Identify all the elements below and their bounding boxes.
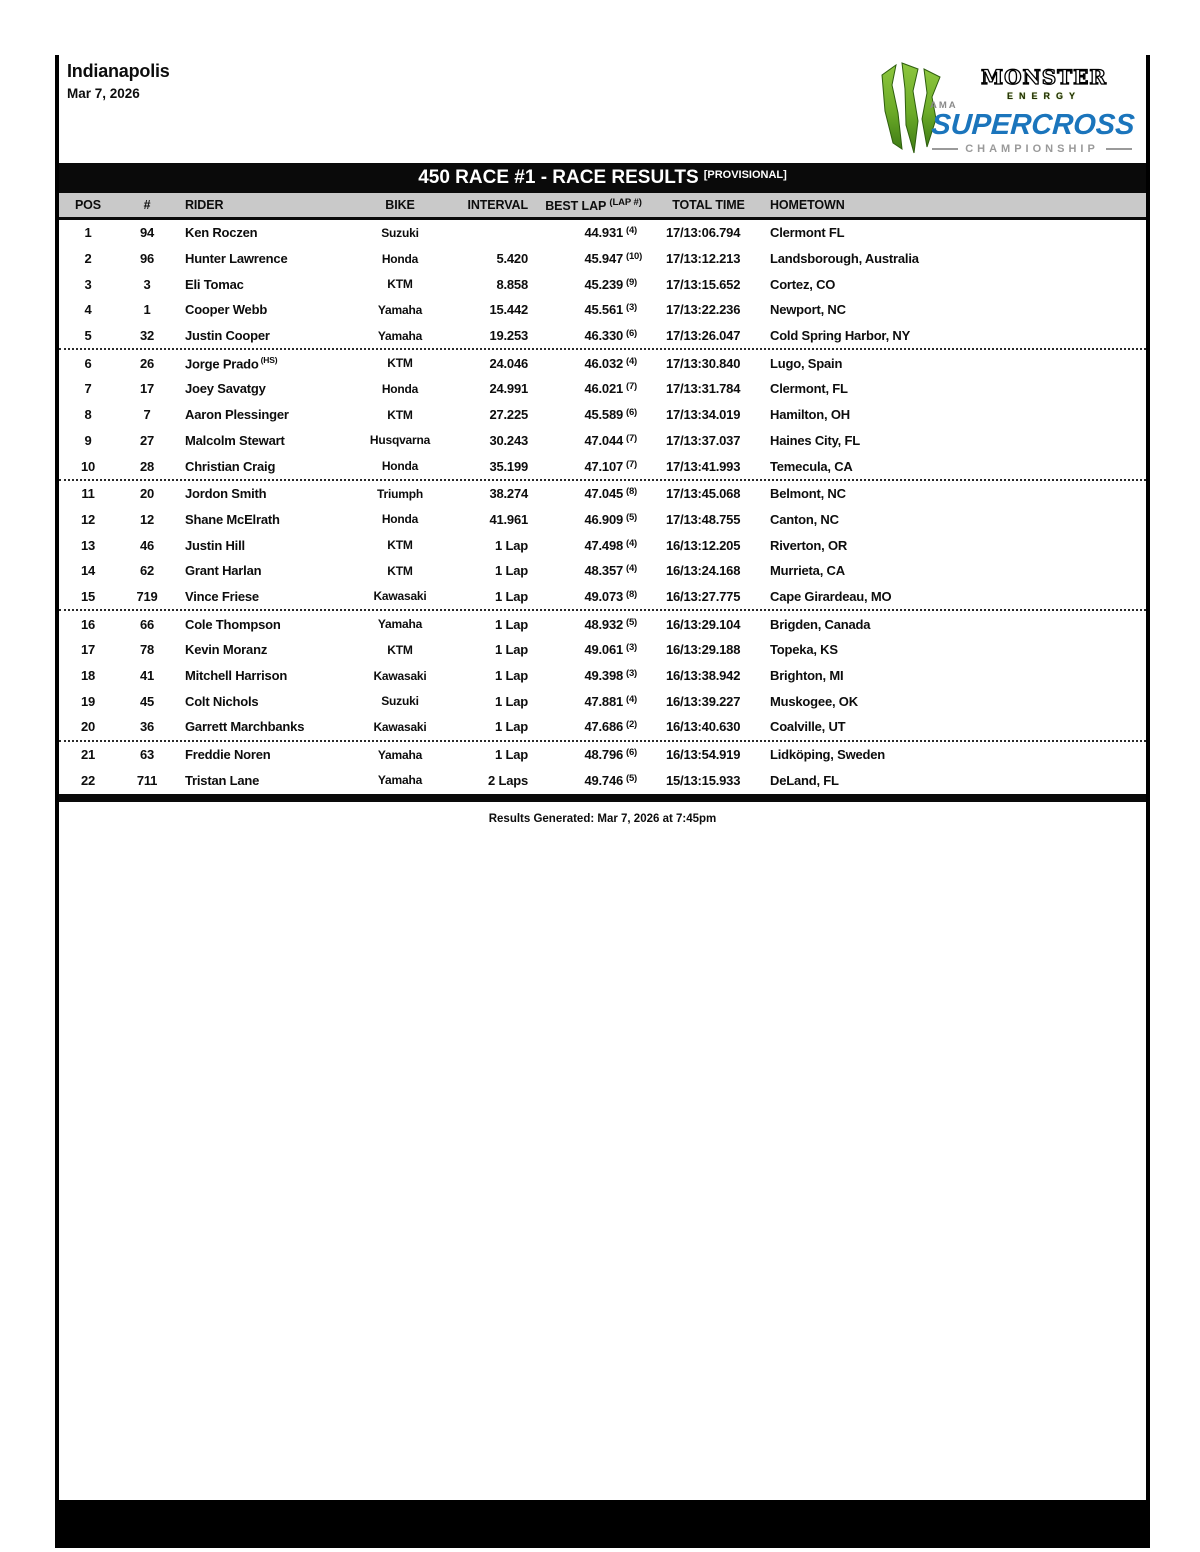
cell-best-lap: 49.061 (3) <box>584 642 638 658</box>
cell-interval: 15.442 <box>489 302 528 318</box>
col-bike: BIKE <box>385 198 415 212</box>
cell-best-lap: 49.398 (3) <box>584 668 638 684</box>
cell-best-lap: 44.931 (4) <box>584 225 638 241</box>
supercross-wordmark: SUPERCROSS <box>930 109 1136 141</box>
result-row <box>59 323 1146 349</box>
cell-number: 41 <box>139 668 155 684</box>
cell-total-time: 17/13:12.213 <box>666 251 741 267</box>
result-row <box>59 742 1146 768</box>
cell-rider: Vince Friese <box>185 588 259 604</box>
cell-rider: Freddie Noren <box>185 747 271 763</box>
cell-rider: Christian Craig <box>185 458 276 474</box>
result-row <box>59 246 1146 272</box>
col-number: # <box>143 198 151 212</box>
cell-hometown: Coalville, UT <box>770 719 846 735</box>
cell-bike: Kawasaki <box>373 668 427 683</box>
cell-total-time: 17/13:34.019 <box>666 407 741 423</box>
cell-pos: 16 <box>80 616 96 632</box>
cell-hometown: Temecula, CA <box>770 458 853 474</box>
cell-bike: Suzuki <box>381 225 419 240</box>
cell-best-lap: 48.357 (4) <box>584 563 638 579</box>
cell-rider: Justin Cooper <box>185 328 270 344</box>
cell-pos: 14 <box>80 563 96 579</box>
result-row <box>59 532 1146 558</box>
cell-rider: Mitchell Harrison <box>185 668 288 684</box>
cell-pos: 7 <box>84 381 92 397</box>
cell-total-time: 17/13:30.840 <box>666 355 741 371</box>
championship-row <box>924 143 1140 155</box>
cell-rider: Justin Hill <box>185 537 245 553</box>
cell-total-time: 16/13:29.104 <box>666 616 741 632</box>
cell-interval: 8.858 <box>496 276 528 292</box>
result-row <box>59 350 1146 376</box>
cell-rider: Aaron Plessinger <box>185 407 289 423</box>
cell-number: 1 <box>143 302 151 318</box>
cell-pos: 5 <box>84 328 92 344</box>
cell-number: 32 <box>139 328 155 344</box>
cell-bike: KTM <box>387 407 413 422</box>
cell-rider: Jorge Prado $^{(HS)}$ <box>185 355 278 372</box>
column-header-row <box>59 193 1146 220</box>
cell-total-time: 16/13:24.168 <box>666 563 741 579</box>
cell-interval: 24.991 <box>489 381 528 397</box>
cell-total-time: 17/13:48.755 <box>666 511 741 527</box>
cell-pos: 17 <box>80 642 96 658</box>
cell-bike: Honda <box>381 381 419 396</box>
event-location: Indianapolis <box>67 61 170 81</box>
cell-best-lap: 45.589 (6) <box>584 407 638 423</box>
result-row <box>59 220 1146 246</box>
results-rows <box>59 220 1146 793</box>
cell-best-lap: 47.107 (7) <box>584 458 638 474</box>
cell-bike: KTM <box>387 563 413 578</box>
cell-hometown: Lidköping, Sweden <box>770 747 886 763</box>
cell-bike: Honda <box>381 251 419 266</box>
cell-number: 7 <box>143 407 151 423</box>
result-row <box>59 584 1146 610</box>
cell-number: 28 <box>139 458 155 474</box>
cell-best-lap: 48.932 (5) <box>584 616 638 632</box>
cell-best-lap: 46.021 (7) <box>584 381 638 397</box>
cell-hometown: Cortez, CO <box>770 276 836 292</box>
cell-hometown: Clermont, FL <box>770 381 848 397</box>
cell-total-time: 15/13:15.933 <box>666 772 741 788</box>
col-interval: INTERVAL <box>467 198 528 212</box>
cell-best-lap: 46.909 (5) <box>584 511 638 527</box>
result-row <box>59 376 1146 402</box>
cell-pos: 1 <box>84 225 92 241</box>
cell-pos: 22 <box>80 772 96 788</box>
cell-best-lap: 45.239 (9) <box>584 276 638 292</box>
cell-pos: 9 <box>84 432 92 448</box>
cell-number: 26 <box>139 355 155 371</box>
cell-rider: Kevin Moranz <box>185 642 268 658</box>
cell-number: 36 <box>139 719 155 735</box>
cell-total-time: 17/13:41.993 <box>666 458 741 474</box>
table-title-bar <box>59 163 1146 193</box>
cell-pos: 12 <box>80 511 96 527</box>
cell-best-lap: 47.686 (2) <box>584 719 638 735</box>
cell-total-time: 17/13:22.236 <box>666 302 741 318</box>
provisional-tag: [PROVISIONAL] <box>703 169 787 181</box>
event-date: Mar 7, 2026 <box>67 86 140 101</box>
cell-total-time: 17/13:26.047 <box>666 328 741 344</box>
cell-best-lap: 45.947 (10) <box>584 251 643 267</box>
cell-interval: 5.420 <box>496 251 528 267</box>
cell-number: 46 <box>139 537 155 553</box>
cell-total-time: 16/13:54.919 <box>666 747 741 763</box>
cell-total-time: 16/13:39.227 <box>666 693 741 709</box>
cell-pos: 19 <box>80 693 96 709</box>
col-rider: RIDER <box>185 198 224 212</box>
result-row <box>59 402 1146 428</box>
cell-pos: 20 <box>80 719 96 735</box>
col-hometown: HOMETOWN <box>770 198 845 212</box>
result-row <box>59 453 1146 479</box>
cell-total-time: 16/13:40.630 <box>666 719 741 735</box>
cell-hometown: Topeka, KS <box>770 642 838 658</box>
cell-hometown: Brighton, MI <box>770 668 844 684</box>
cell-bike: Yamaha <box>377 302 423 317</box>
cell-interval: 1 Lap <box>495 563 528 579</box>
cell-hometown: Brigden, Canada <box>770 616 871 632</box>
cell-rider: Garrett Marchbanks <box>185 719 305 735</box>
cell-rider: Shane McElrath <box>185 511 280 527</box>
event-header <box>67 61 170 101</box>
result-row <box>59 767 1146 793</box>
cell-pos: 8 <box>84 407 92 423</box>
ama-label: AMA <box>930 100 958 111</box>
cell-pos: 10 <box>80 458 96 474</box>
monster-wordmark: MONSTER <box>980 65 1108 89</box>
cell-interval: 1 Lap <box>495 719 528 735</box>
cell-best-lap: 47.044 (7) <box>584 432 638 448</box>
cell-rider: Cole Thompson <box>185 616 281 632</box>
cell-bike: Kawasaki <box>373 719 427 734</box>
cell-hometown: Murrieta, CA <box>770 563 845 579</box>
table-title: 450 RACE #1 - RACE RESULTS <box>418 167 699 188</box>
energy-wordmark: ENERGY <box>1006 91 1081 101</box>
cell-interval: 24.046 <box>489 355 528 371</box>
result-row <box>59 507 1146 533</box>
page-footer-bar <box>59 1500 1146 1548</box>
cell-total-time: 16/13:29.188 <box>666 642 741 658</box>
cell-best-lap: 47.045 (8) <box>584 486 638 502</box>
cell-bike: Husqvarna <box>369 433 431 448</box>
cell-pos: 21 <box>80 747 96 763</box>
cell-interval: 1 Lap <box>495 693 528 709</box>
result-row <box>59 481 1146 507</box>
cell-rider: Malcolm Stewart <box>185 432 285 448</box>
cell-hometown: Landsborough, Australia <box>770 251 919 267</box>
cell-bike: Yamaha <box>377 328 423 343</box>
cell-pos: 2 <box>84 251 92 267</box>
cell-bike: Honda <box>381 459 419 474</box>
cell-number: 711 <box>136 772 158 788</box>
cell-best-lap: 46.330 (6) <box>584 328 638 344</box>
page-frame <box>55 55 1150 1548</box>
cell-pos: 3 <box>84 276 92 292</box>
cell-total-time: 17/13:06.794 <box>666 225 741 241</box>
cell-number: 3 <box>143 276 151 292</box>
cell-total-time: 16/13:27.775 <box>666 588 741 604</box>
supercross-logo <box>866 59 1144 159</box>
cell-pos: 11 <box>81 486 95 502</box>
result-row <box>59 271 1146 297</box>
generated-timestamp: Results Generated: Mar 7, 2026 at 7:45pm <box>488 813 717 826</box>
cell-best-lap: 47.498 (4) <box>584 537 638 553</box>
col-pos: POS <box>74 198 102 212</box>
cell-number: 96 <box>139 251 155 267</box>
cell-best-lap: 45.561 (3) <box>584 302 638 318</box>
cell-rider: Eli Tomac <box>185 276 244 292</box>
cell-number: 719 <box>136 588 158 604</box>
cell-bike: Yamaha <box>377 617 423 632</box>
cell-interval: 1 Lap <box>495 642 528 658</box>
cell-total-time: 16/13:12.205 <box>666 537 741 553</box>
cell-rider: Joey Savatgy <box>185 381 266 397</box>
championship-label: CHAMPIONSHIP <box>965 143 1099 155</box>
result-row <box>59 714 1146 740</box>
cell-bike: Yamaha <box>377 747 423 762</box>
result-row <box>59 297 1146 323</box>
cell-rider: Grant Harlan <box>185 563 262 579</box>
cell-interval: 1 Lap <box>495 668 528 684</box>
cell-total-time: 17/13:45.068 <box>666 486 741 502</box>
result-row <box>59 688 1146 714</box>
cell-hometown: DeLand, FL <box>770 772 839 788</box>
cell-rider: Colt Nichols <box>185 693 259 709</box>
col-best-lap: BEST LAP $^{(LAP \#)}$ <box>545 196 642 214</box>
cell-number: 45 <box>139 693 155 709</box>
cell-hometown: Belmont, NC <box>770 486 846 502</box>
cell-total-time: 17/13:37.037 <box>666 432 741 448</box>
cell-hometown: Newport, NC <box>770 302 846 318</box>
cell-rider: Hunter Lawrence <box>185 251 288 267</box>
cell-number: 66 <box>139 616 155 632</box>
cell-interval: 41.961 <box>489 511 528 527</box>
cell-bike: KTM <box>387 277 413 292</box>
result-row <box>59 428 1146 454</box>
cell-interval: 19.253 <box>489 328 528 344</box>
result-row <box>59 663 1146 689</box>
table-end-bar <box>59 794 1146 802</box>
cell-interval: 2 Laps <box>488 772 528 788</box>
cell-best-lap: 49.746 (5) <box>584 772 638 788</box>
cell-interval: 35.199 <box>489 458 528 474</box>
cell-hometown: Haines City, FL <box>770 432 860 448</box>
cell-interval: 27.225 <box>489 407 528 423</box>
col-total-time: TOTAL TIME <box>672 198 745 212</box>
cell-pos: 6 <box>84 355 92 371</box>
cell-number: 78 <box>139 642 155 658</box>
cell-bike: Triumph <box>377 486 423 501</box>
cell-number: 12 <box>139 511 155 527</box>
cell-number: 63 <box>139 747 155 763</box>
cell-number: 27 <box>139 432 155 448</box>
dash-right <box>1106 148 1132 150</box>
cell-best-lap: 47.881 (4) <box>584 693 638 709</box>
result-row <box>59 637 1146 663</box>
cell-interval: 38.274 <box>489 486 528 502</box>
cell-hometown: Canton, NC <box>770 511 839 527</box>
cell-total-time: 17/13:15.652 <box>666 276 741 292</box>
cell-pos: 13 <box>80 537 96 553</box>
cell-hometown: Lugo, Spain <box>770 355 843 371</box>
cell-rider: Cooper Webb <box>185 302 268 318</box>
cell-number: 20 <box>139 486 155 502</box>
cell-number: 94 <box>139 225 155 241</box>
results-table <box>59 163 1146 825</box>
cell-interval: 1 Lap <box>495 537 528 553</box>
cell-interval: 30.243 <box>489 432 528 448</box>
cell-bike: Suzuki <box>381 694 419 709</box>
cell-number: 17 <box>139 381 155 397</box>
cell-pos: 4 <box>84 302 92 318</box>
cell-pos: 18 <box>80 668 96 684</box>
cell-hometown: Muskogee, OK <box>770 693 858 709</box>
cell-rider: Ken Roczen <box>185 225 258 241</box>
cell-rider: Jordon Smith <box>185 486 267 502</box>
cell-pos: 15 <box>80 588 96 604</box>
cell-interval: 1 Lap <box>495 616 528 632</box>
cell-interval: 1 Lap <box>495 747 528 763</box>
result-row <box>59 558 1146 584</box>
cell-bike: Honda <box>381 512 419 527</box>
cell-bike: KTM <box>387 538 413 553</box>
cell-hometown: Hamilton, OH <box>770 407 850 423</box>
cell-bike: KTM <box>387 642 413 657</box>
cell-number: 62 <box>139 563 155 579</box>
cell-total-time: 17/13:31.784 <box>666 381 741 397</box>
cell-best-lap: 48.796 (6) <box>584 747 638 763</box>
cell-hometown: Cold Spring Harbor, NY <box>770 328 911 344</box>
cell-hometown: Cape Girardeau, MO <box>770 588 892 604</box>
cell-total-time: 16/13:38.942 <box>666 668 741 684</box>
result-row <box>59 611 1146 637</box>
cell-bike: Kawasaki <box>373 589 427 604</box>
cell-interval: 1 Lap <box>495 588 528 604</box>
dash-left <box>932 148 958 150</box>
cell-hometown: Clermont FL <box>770 225 845 241</box>
cell-hometown: Riverton, OR <box>770 537 848 553</box>
cell-best-lap: 46.032 (4) <box>584 355 638 371</box>
cell-bike: KTM <box>387 356 413 371</box>
cell-best-lap: 49.073 (8) <box>584 588 638 604</box>
cell-rider: Tristan Lane <box>185 772 260 788</box>
cell-bike: Yamaha <box>377 773 423 788</box>
